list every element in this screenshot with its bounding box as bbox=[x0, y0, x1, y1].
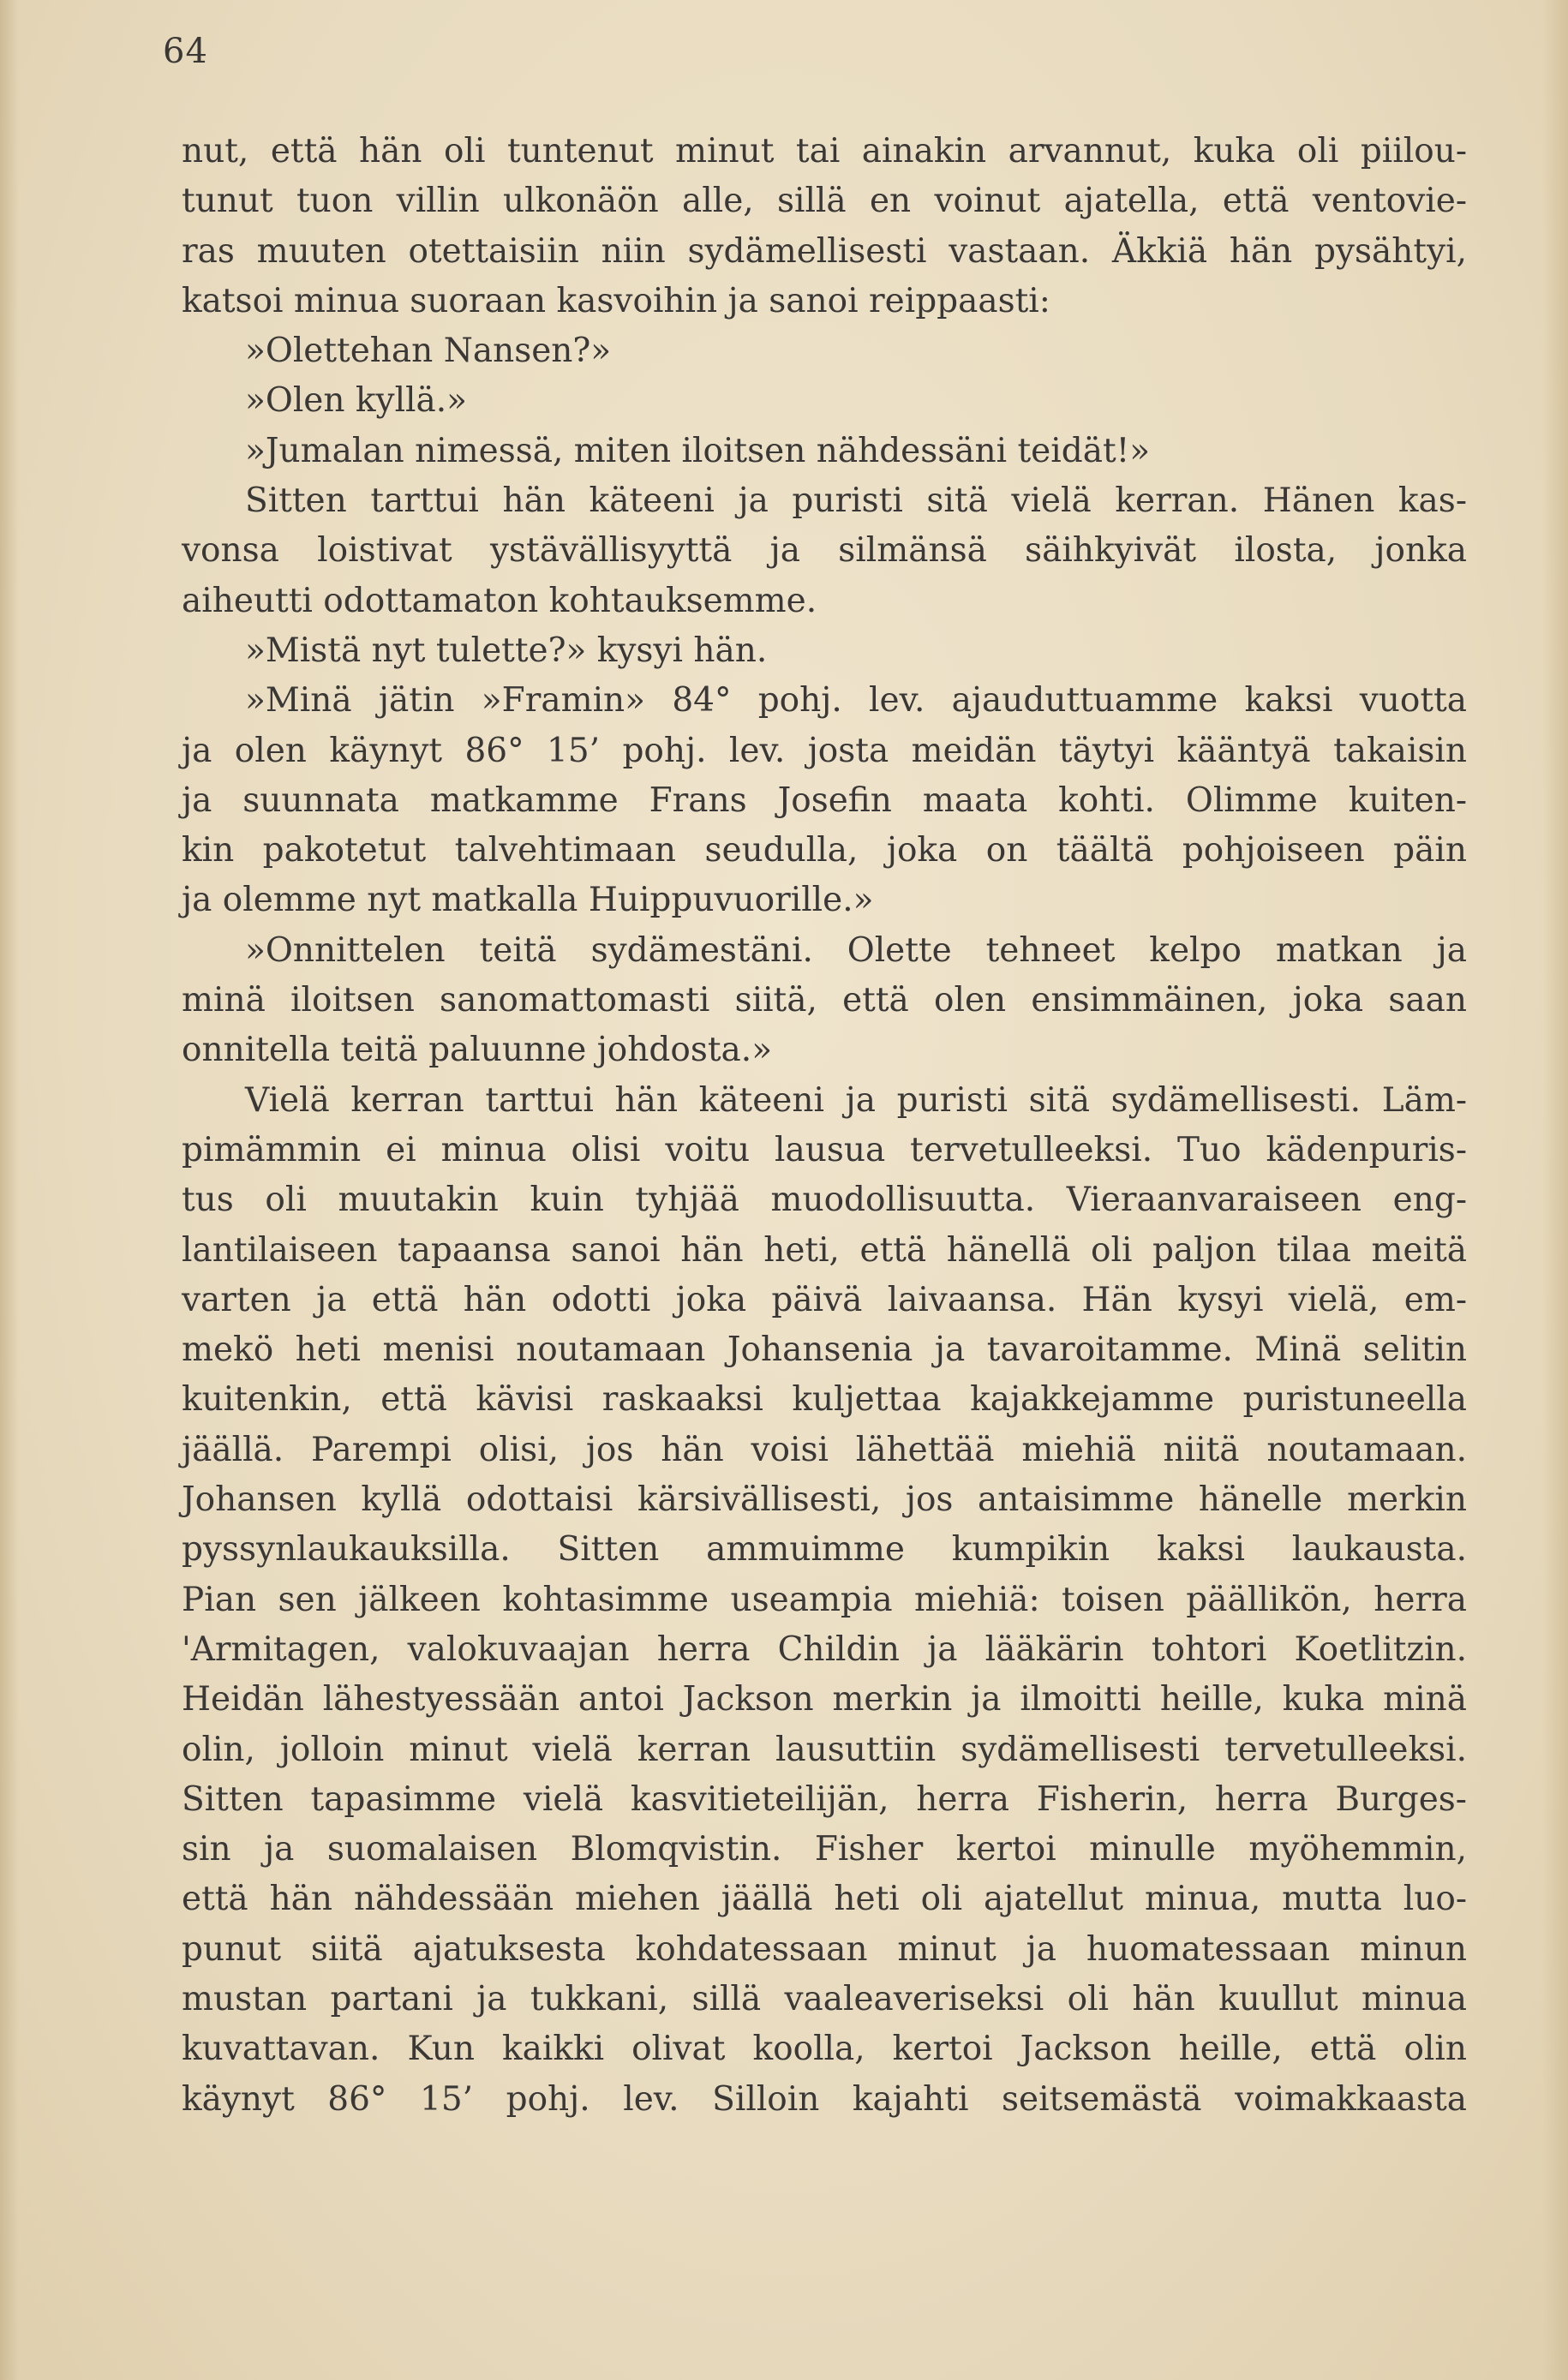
text-line: Vielä kerran tarttui hän käteeni ja puristi sitä sydämellisesti. Läm- bbox=[245, 1080, 1467, 1120]
text-line: »Mistä nyt tulette?» kysyi hän. bbox=[245, 631, 768, 670]
text-line: että hän nähdessään miehen jäällä heti oli ajatellut minua, mutta luo- bbox=[182, 1880, 1467, 1919]
text-line: jäällä. Parempi olisi, jos hän voisi lähettää miehiä niitä noutamaan. bbox=[182, 1430, 1467, 1469]
text-line: mustan partani ja tukkani, sillä vaaleaveriseksi oli hän kuullut minua bbox=[182, 1979, 1467, 2018]
text-line: nut, että hän oli tuntenut minut tai ainakin arvannut, kuka oli piilou- bbox=[182, 132, 1467, 170]
text-line: tunut tuon villin ulkonäön alle, sillä en voinut ajatella, että ventovie- bbox=[182, 182, 1467, 221]
text-line: ja olemme nyt matkalla Huippuvuorille.» bbox=[182, 881, 874, 920]
text-line: Pian sen jälkeen kohtasimme useampia miehiä: toisen päällikön, herra bbox=[182, 1580, 1467, 1619]
text-line: olin, jolloin minut vielä kerran lausuttiin sydämellisesti tervetulleeksi. bbox=[182, 1730, 1467, 1769]
text-line: kuvattavan. Kun kaikki olivat koolla, kertoi Jackson heille, että olin bbox=[182, 2030, 1467, 2069]
text-line: pyssynlaukauksilla. Sitten ammuimme kumpikin kaksi laukausta. bbox=[182, 1530, 1467, 1570]
text-line: ja olen käynyt 86° 15’ pohj. lev. josta meidän täytyi kääntyä takaisin bbox=[182, 731, 1467, 770]
text-line: »Jumalan nimessä, miten iloitsen nähdessäni teidät!» bbox=[245, 431, 1151, 470]
text-line: aiheutti odottamaton kohtauksemme. bbox=[182, 581, 817, 620]
text-line: Sitten tarttui hän käteeni ja puristi sitä vielä kerran. Hänen kas- bbox=[245, 481, 1467, 521]
text-line: käynyt 86° 15’ pohj. lev. Silloin kajahti seitsemästä voimakkaasta bbox=[182, 2079, 1467, 2119]
text-line: lantilaiseen tapaansa sanoi hän heti, että hänellä oli paljon tilaa meitä bbox=[182, 1230, 1467, 1270]
text-line: »Minä jätin »Framin» 84° pohj. lev. ajauduttuamme kaksi vuotta bbox=[245, 681, 1467, 721]
text-line: ja suunnata matkamme Frans Josefin maata kohti. Olimme kuiten- bbox=[182, 780, 1467, 820]
text-line: kuitenkin, että kävisi raskaaksi kuljettaa kajakkejamme puristuneella bbox=[182, 1380, 1467, 1420]
text-line: tus oli muutakin kuin tyhjää muodollisuutta. Vieraanvaraiseen eng- bbox=[182, 1181, 1467, 1220]
text-line: sin ja suomalaisen Blomqvistin. Fisher kertoi minulle myöhemmin, bbox=[182, 1830, 1467, 1869]
text-line: Heidän lähestyessään antoi Jackson merkin ja ilmoitti heille, kuka minä bbox=[182, 1680, 1467, 1719]
page-right-edge-shadow bbox=[1542, 0, 1568, 2380]
text-line: katsoi minua suoraan kasvoihin ja sanoi reippaasti: bbox=[182, 281, 1050, 320]
text-line: minä iloitsen sanomattomasti siitä, että olen ensimmäinen, joka saan bbox=[182, 981, 1467, 1020]
text-line: ras muuten otettaisiin niin sydämellisesti vastaan. Äkkiä hän pysähtyi, bbox=[182, 231, 1467, 271]
page-number: 64 bbox=[163, 32, 208, 71]
body-text bbox=[182, 127, 1467, 2125]
text-line: Johansen kyllä odottaisi kärsivällisesti, jos antaisimme hänelle merkin bbox=[182, 1480, 1467, 1520]
text-line: »Olettehan Nansen?» bbox=[245, 332, 612, 371]
text-line: mekö heti menisi noutamaan Johansenia ja tavaroitamme. Minä selitin bbox=[182, 1331, 1467, 1370]
text-line: onnitella teitä paluunne johdosta.» bbox=[182, 1031, 773, 1070]
text-line: 'Armitagen, valokuvaajan herra Childin ja lääkärin tohtori Koetlitzin. bbox=[182, 1630, 1467, 1669]
text-line: »Olen kyllä.» bbox=[245, 381, 468, 421]
text-line: Sitten tapasimme vielä kasvitieteilijän, herra Fisherin, herra Burges- bbox=[182, 1779, 1467, 1819]
text-line: kin pakotetut talvehtimaan seudulla, joka on täältä pohjoiseen päin bbox=[182, 831, 1467, 870]
page-left-edge-shadow bbox=[0, 0, 19, 2380]
text-line: punut siitä ajatuksesta kohdatessaan minut ja huomatessaan minun bbox=[182, 1929, 1467, 1969]
text-line: »Onnittelen teitä sydämestäni. Olette tehneet kelpo matkan ja bbox=[245, 930, 1467, 970]
text-line: pimämmin ei minua olisi voitu lausua tervetulleeksi. Tuo kädenpuris- bbox=[182, 1130, 1467, 1169]
text-line: varten ja että hän odotti joka päivä laivaansa. Hän kysyi vielä, em- bbox=[182, 1280, 1467, 1319]
text-line: vonsa loistivat ystävällisyyttä ja silmänsä säihkyivät ilosta, jonka bbox=[182, 531, 1467, 571]
